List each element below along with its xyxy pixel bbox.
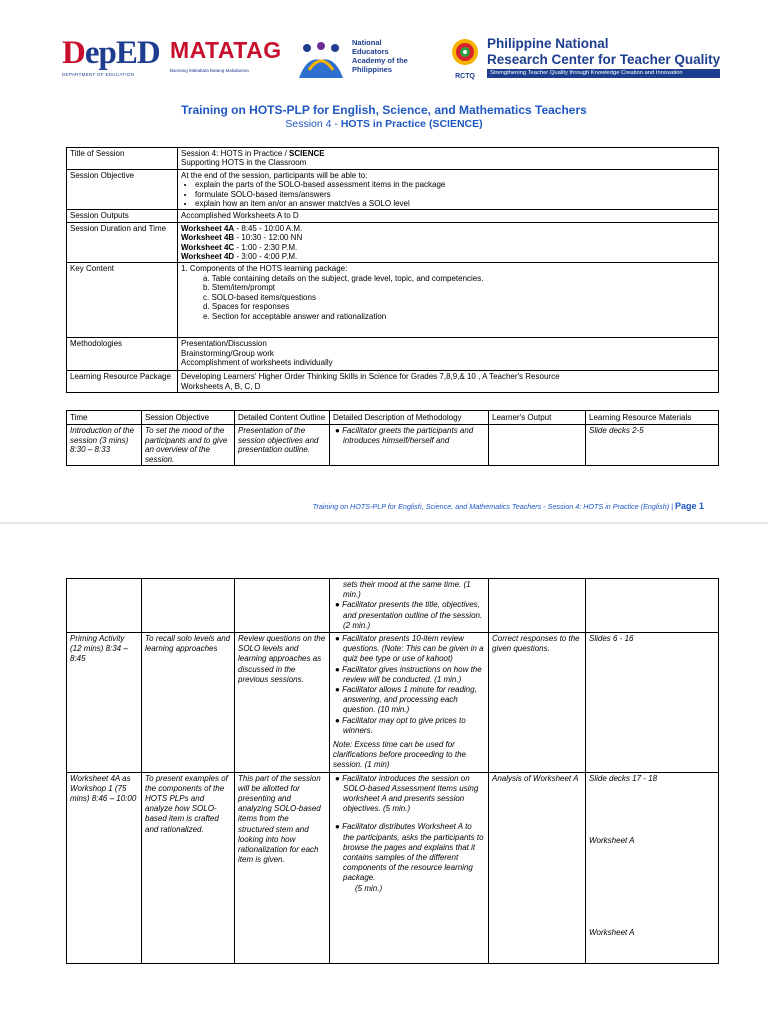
schedule-table-continued [66, 578, 719, 964]
cell-output [489, 425, 586, 466]
cell-methodology: ● Facilitator greets the participants and introduces himself/herself and [330, 425, 489, 466]
cell-methodology: ● Facilitator presents 10-item review questions. (Note: This can be given in a quiz bee type or use of kahoot) ● Facilitator gives instructions on how the review will be conducted. (1 min.) ● Facilitator allows 1 minute for reading, answering, and processing each question. (10 min.) ● Facilitator may opt to give prices to winners. Note: Excess time can be used for clarifications before proceeding to the session. (1 min) [330, 633, 489, 773]
cell-resources: Slides 6 - 16 [586, 633, 719, 773]
table-row [67, 371, 719, 393]
cell-time [67, 579, 142, 633]
cell-time: Worksheet 4A as Workshop 1 (75 mins) 8:46 – 10:00 [67, 772, 142, 963]
col-header-content: Detailed Content Outline [235, 411, 330, 425]
cell-resources: Slide decks 17 - 18 Worksheet A Worksheet A [586, 772, 719, 963]
deped-logo: DepED DEPARTMENT OF EDUCATION [62, 35, 160, 77]
table-row [67, 633, 719, 773]
table-row [67, 148, 719, 170]
table-row [67, 210, 719, 222]
learning-resource-value: Developing Learners' Higher Order Thinking Skills in Science for Grades 7,8,9,& 10 , A Teacher's Resource Worksheets A, B, C, D [178, 371, 719, 393]
cell-resources: Slide decks 2-5 [586, 425, 719, 466]
table-row [67, 169, 719, 210]
cell-objective [142, 579, 235, 633]
session-duration-label: Session Duration and Time [67, 222, 178, 263]
col-header-output: Learner's Output [489, 411, 586, 425]
table-row [67, 772, 719, 963]
table-row [67, 263, 719, 338]
cell-content: Review questions on the SOLO levels and learning approaches as discussed in the previous sessions. [235, 633, 330, 773]
methodologies-value: Presentation/Discussion Brainstorming/Group work Accomplishment of worksheets individually [178, 338, 719, 371]
col-header-time: Time [67, 411, 142, 425]
table-row [67, 579, 719, 633]
rctq-emblem-icon [447, 36, 483, 80]
cell-objective: To present examples of the components of the HOTS PLPs and analyze how SOLO-based item is crafted and rationalized. [142, 772, 235, 963]
session-objective-label: Session Objective [67, 169, 178, 210]
cell-methodology: ● Facilitator introduces the session on SOLO-based Assessment Items using worksheet A and presents session objectives. (5 min.) ● Facilitator distributes Worksheet A to the participants, asks the participants to browse the pages and explains that it contains samples of the different components of the resource learning package. (5 min.) [330, 772, 489, 963]
schedule-table [66, 410, 719, 466]
cell-output [489, 579, 586, 633]
cell-resources [586, 579, 719, 633]
col-header-methodology: Detailed Description of Methodology [330, 411, 489, 425]
methodologies-label: Methodologies [67, 338, 178, 371]
session-objective-value: At the end of the session, participants will be able to: • explain the parts of the SOLO-based assessment items in the package • formulate SOLO-based items/answers • explain how an item an/or an answer match/es a SOLO level [178, 169, 719, 210]
col-header-resources: Learning Resource Materials [586, 411, 719, 425]
cell-content: Presentation of the session objectives and presentation outline. [235, 425, 330, 466]
col-header-objective: Session Objective [142, 411, 235, 425]
svg-text:RCTQ: RCTQ [455, 73, 475, 80]
document-title: Training on HOTS-PLP for English, Science, and Mathematics Teachers [181, 103, 587, 117]
document-subtitle: Session 4 - HOTS in Practice (SCIENCE) [285, 118, 483, 130]
session-outputs-label: Session Outputs [67, 210, 178, 222]
cell-content: This part of the session will be allotted for presenting and analyzing SOLO-based items from the structured stem and looking into how rationalization for each item is given. [235, 772, 330, 963]
cell-output: Correct responses to the given questions. [489, 633, 586, 773]
cell-methodology: sets their mood at the same time. (1 min.) ● Facilitator presents the title, objectives, and presentation outline of the session. (2 min.) [330, 579, 489, 633]
neap-emblem-icon [297, 40, 345, 80]
title-of-session-label: Title of Session [67, 148, 178, 170]
cell-time: Introduction of the session (3 mins) 8:30 – 8:33 [67, 425, 142, 466]
title-of-session-value: Session 4: HOTS in Practice / SCIENCE Supporting HOTS in the Classroom [178, 148, 719, 170]
table-row [67, 222, 719, 263]
table-row [67, 338, 719, 371]
cell-objective: To recall solo levels and learning approaches [142, 633, 235, 773]
session-duration-value: Worksheet 4A - 8:45 - 10:00 A.M. Worksheet 4B - 10:30 - 12:00 NN Worksheet 4C - 1:00 - 2:30 P.M. Worksheet 4D - 3:00 - 4:00 P.M. [178, 222, 719, 263]
table-row [67, 425, 719, 466]
cell-content [235, 579, 330, 633]
page-footer: Training on HOTS-PLP for English, Science, and Mathematics Teachers - Session 4: HOTS in Practice (English) | Page 1 [312, 501, 704, 511]
cell-objective: To set the mood of the participants and to give an overview of the session. [142, 425, 235, 466]
header-logos: DepED DEPARTMENT OF EDUCATION MATATAG Bansang Makabata Batang Makabansa National Educators Academy of the Philippines RCTQ Philippine National Research Center for Teacher Quality Strengthening Teacher Quality through Knowledge Creation and Innovation [62, 35, 721, 80]
cell-output: Analysis of Worksheet A [489, 772, 586, 963]
key-content-label: Key Content [67, 263, 178, 338]
key-content-value: 1. Components of the HOTS learning package: a. Table containing details on the subject, grade level, topic, and competencies. b. Stem/item/prompt c. SOLO-based items/questions d. Spaces for responses e. Section for acceptable answer and rationalization [178, 263, 719, 338]
table-header-row [67, 411, 719, 425]
session-info-table [66, 147, 719, 393]
matatag-logo: MATATAG Bansang Makabata Batang Makabansa [170, 37, 282, 73]
learning-resource-label: Learning Resource Package [67, 371, 178, 393]
cell-time: Priming Activity (12 mins) 8:34 – 8:45 [67, 633, 142, 773]
session-outputs-value: Accomplished Worksheets A to D [178, 210, 719, 222]
